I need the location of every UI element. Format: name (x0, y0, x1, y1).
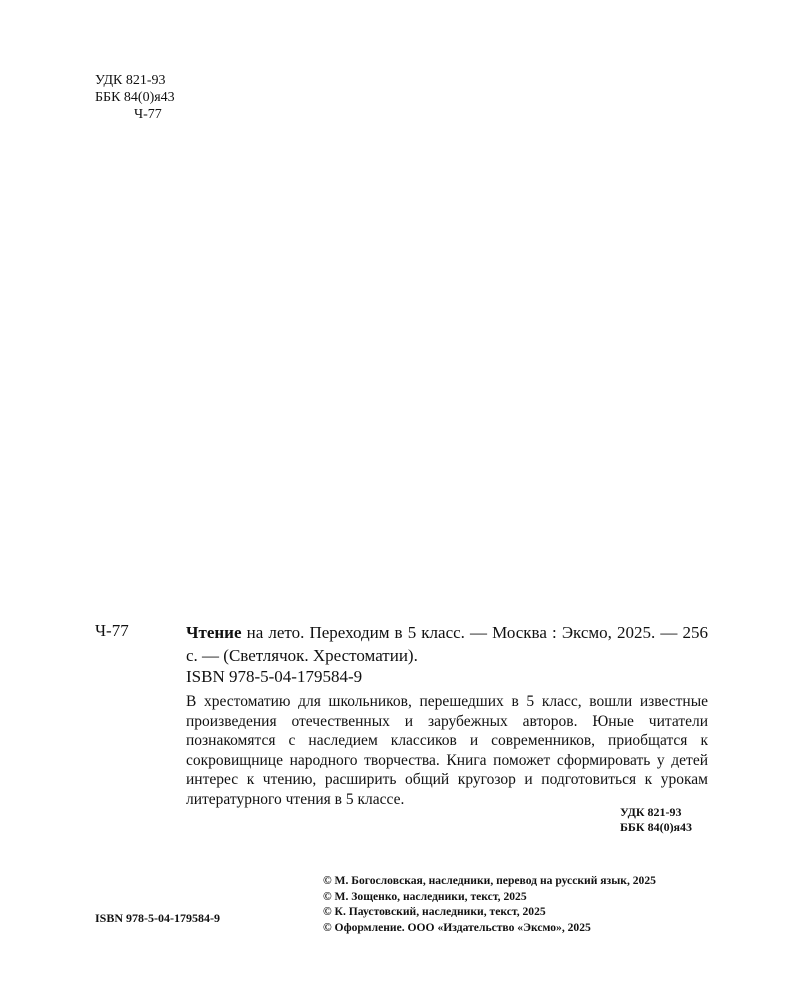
small-udk-code: УДК 821-93 (620, 805, 682, 819)
record-title-rest: на лето. Переходим в 5 класс. — Москва : Эксмо, 2025. — 256 с. — (Светлячок. Хрестоматии). (186, 623, 708, 665)
record-title-bold: Чтение (186, 623, 242, 642)
copyright-line: © М. Зощенко, наследники, текст, 2025 (323, 889, 527, 903)
top-author-mark: Ч-77 (134, 107, 162, 122)
copyright-notices (323, 873, 656, 935)
record-author-mark: Ч-77 (95, 621, 129, 640)
bottom-isbn: ISBN 978-5-04-179584-9 (95, 911, 220, 925)
top-bbk-code: ББК 84(0)я43 (95, 90, 175, 105)
top-classification-codes (95, 72, 175, 123)
small-bbk-code: ББК 84(0)я43 (620, 820, 693, 834)
copyright-line: © М. Богословская, наследники, перевод на русский язык, 2025 (323, 874, 656, 887)
annotation-text: В хрестоматию для школьников, перешедших в 5 класс, вошли известные произведения отечественных и зарубежных авторов. Юные читатели познакомятся с наследием классиков и современников, приобщатся к сокровищнице народного творчества. Книга поможет сформировать у детей интерес к чтению, расширить общий кругозор и подготовиться к урокам литературного чтения в 5 классе. (186, 693, 708, 808)
top-udk-code: УДК 821-93 (95, 73, 166, 88)
copyright-line: © К. Паустовский, наследники, текст, 2025 (323, 905, 546, 918)
copyright-line: © Оформление. ООО «Издательство «Эксмо», 2025 (323, 920, 591, 934)
bibliographic-description (186, 621, 708, 667)
record-isbn: ISBN 978-5-04-179584-9 (186, 667, 363, 686)
small-classification-codes (620, 805, 692, 835)
annotation (186, 692, 708, 809)
